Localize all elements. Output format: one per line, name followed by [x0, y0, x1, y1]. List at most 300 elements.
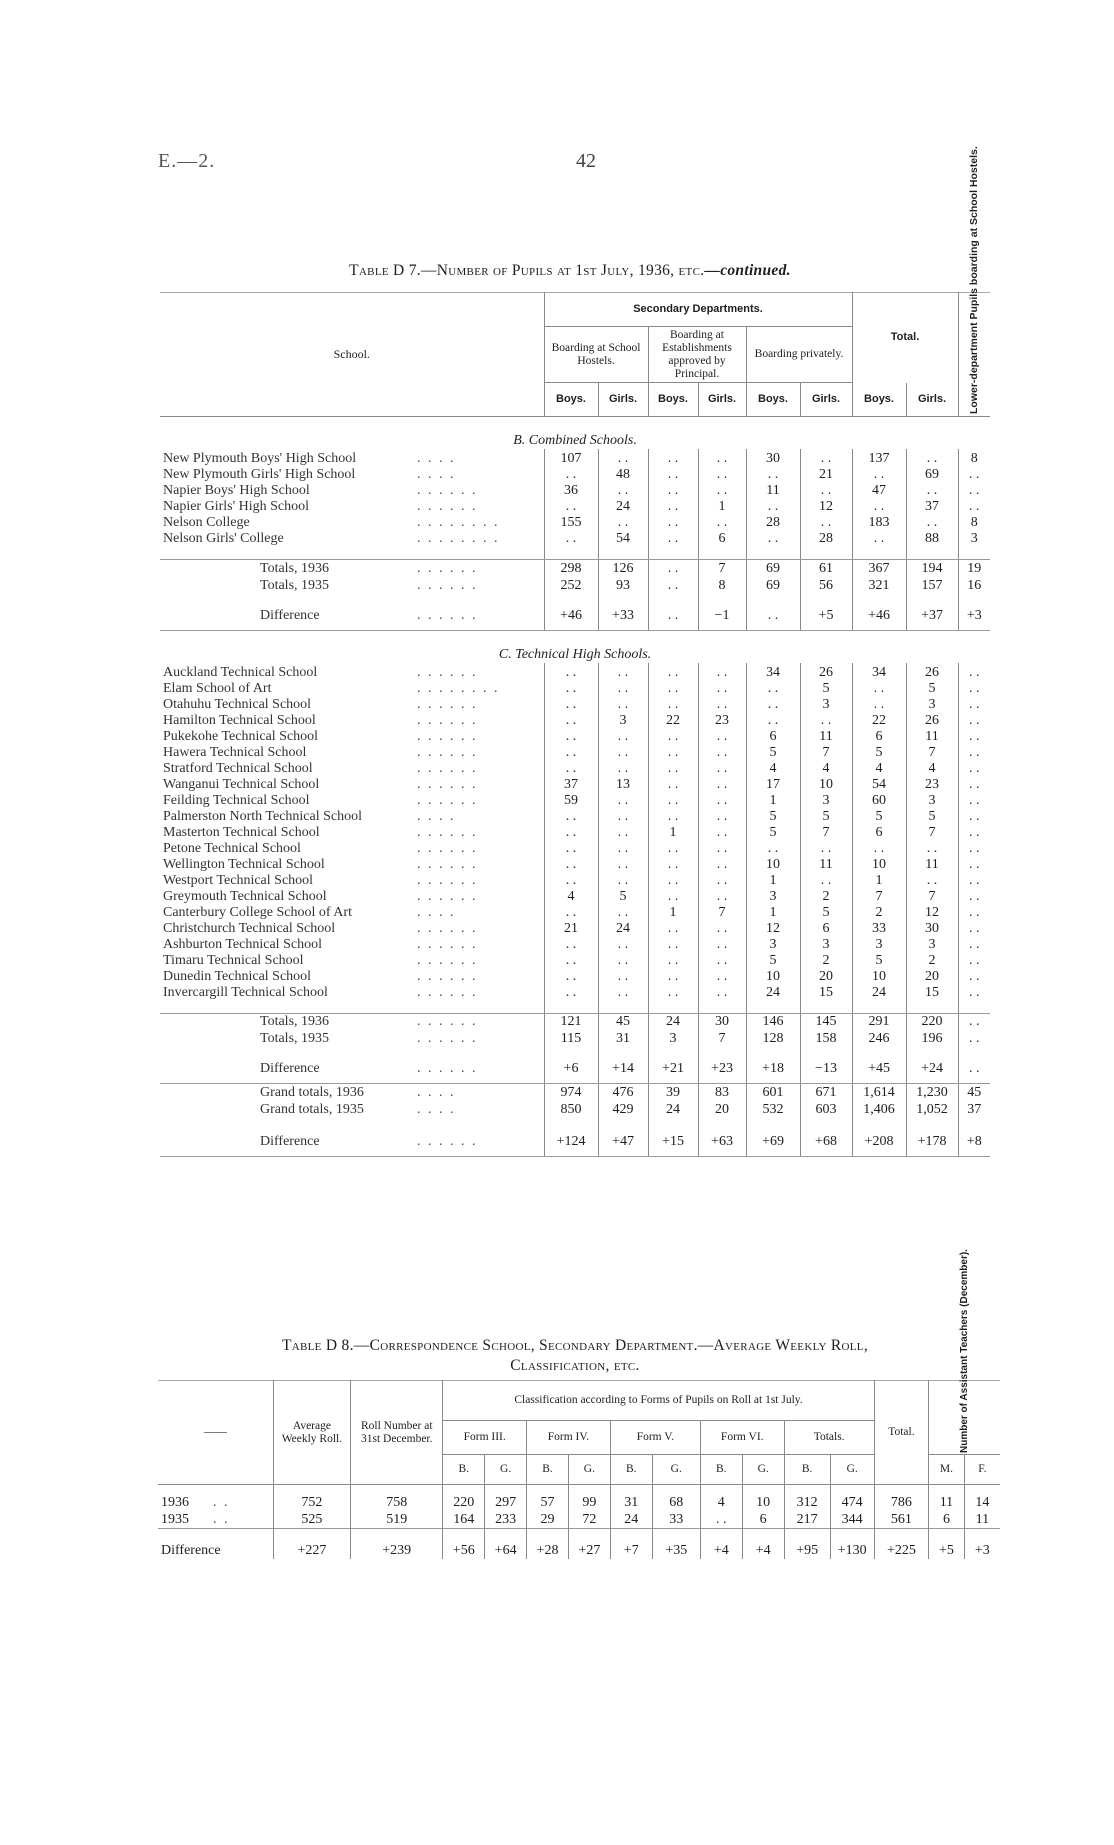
value-cell: . . — [544, 663, 598, 681]
value-cell: . . — [698, 729, 746, 745]
school-name: New Plymouth Girls' High School — [163, 467, 356, 482]
value-cell: 26 — [906, 713, 958, 729]
value-cell: . . — [598, 515, 648, 531]
leader-dots: . . . . . . — [417, 936, 478, 952]
value-cell: 6 — [746, 729, 800, 745]
table-row — [158, 1511, 1000, 1529]
value-cell: 31 — [598, 1030, 648, 1047]
value-cell: . . — [958, 969, 990, 985]
value-cell: 1,406 — [852, 1101, 906, 1118]
value-cell: +3 — [964, 1529, 1000, 1559]
year-label: 1935 . . — [161, 1512, 230, 1527]
value-cell: 5 — [906, 681, 958, 697]
value-cell: 5 — [598, 889, 648, 905]
header-b: B. — [610, 1455, 652, 1485]
header-boys: Boys. — [648, 383, 698, 417]
value-cell: 164 — [443, 1511, 485, 1529]
value-cell: . . — [958, 777, 990, 793]
leader-dots: . . . . . . — [417, 499, 478, 514]
table-row — [160, 483, 990, 499]
value-cell: 37 — [906, 499, 958, 515]
value-cell: 246 — [852, 1030, 906, 1047]
school-name: Wellington Technical School — [163, 856, 325, 872]
value-cell: 88 — [906, 531, 958, 547]
leader-dots: . . . . . . — [417, 952, 478, 968]
table-row — [160, 467, 990, 483]
grand-difference-row — [160, 1130, 990, 1150]
value-cell: . . — [598, 449, 648, 467]
value-cell: . . — [958, 499, 990, 515]
value-cell: . . — [958, 857, 990, 873]
school-name: Napier Girls' High School — [163, 499, 310, 514]
table-row — [160, 663, 990, 681]
value-cell: . . — [648, 793, 698, 809]
leader-dots: . . . . . . — [417, 792, 478, 808]
totals-row — [160, 1013, 990, 1030]
value-cell: 10 — [800, 777, 852, 793]
value-cell: +35 — [652, 1529, 700, 1559]
value-cell: . . — [698, 761, 746, 777]
school-name: Westport Technical School — [163, 872, 314, 888]
table-row — [160, 729, 990, 745]
value-cell: . . — [746, 604, 800, 624]
value-cell: . . — [698, 745, 746, 761]
value-cell: +46 — [544, 604, 598, 624]
totals-row — [160, 1030, 990, 1047]
value-cell: . . — [958, 1013, 990, 1030]
value-cell: 115 — [544, 1030, 598, 1047]
value-cell: 34 — [852, 663, 906, 681]
value-cell: 30 — [746, 449, 800, 467]
leader-dots: . . . . . . — [417, 483, 478, 498]
value-cell: . . — [958, 793, 990, 809]
value-cell: 5 — [800, 905, 852, 921]
value-cell: 126 — [598, 560, 648, 577]
school-name: Dunedin Technical School — [163, 968, 312, 984]
value-cell: . . — [698, 777, 746, 793]
table-row — [160, 745, 990, 761]
value-cell: . . — [698, 953, 746, 969]
value-cell: . . — [698, 681, 746, 697]
header-g: G. — [568, 1455, 610, 1485]
value-cell: 20 — [698, 1101, 746, 1118]
value-cell: 158 — [800, 1030, 852, 1047]
value-cell: −13 — [800, 1057, 852, 1077]
value-cell: . . — [648, 604, 698, 624]
value-cell: 1,614 — [852, 1084, 906, 1101]
table-d8-title — [150, 1336, 1000, 1376]
spacer-row — [160, 1150, 990, 1157]
header-lower-department: Lower-department Pupils boarding at School Hostels. — [968, 145, 981, 414]
value-cell: 11 — [929, 1485, 965, 1511]
value-cell: 5 — [746, 953, 800, 969]
value-cell: 532 — [746, 1101, 800, 1118]
value-cell: 6 — [852, 729, 906, 745]
leader-dots: . . . . — [417, 1084, 456, 1100]
leader-dots: . . . . . . — [417, 1014, 478, 1029]
value-cell: +124 — [544, 1130, 598, 1150]
value-cell: . . — [544, 467, 598, 483]
value-cell: . . — [852, 841, 906, 857]
value-cell: 157 — [906, 577, 958, 594]
value-cell: 4 — [544, 889, 598, 905]
value-cell: 11 — [906, 857, 958, 873]
school-name: Hawera Technical School — [163, 744, 307, 760]
value-cell: 68 — [652, 1485, 700, 1511]
value-cell: . . — [648, 729, 698, 745]
value-cell: . . — [958, 905, 990, 921]
value-cell: +4 — [700, 1529, 742, 1559]
school-name: Stratford Technical School — [163, 760, 313, 776]
value-cell: . . — [648, 937, 698, 953]
value-cell: . . — [598, 857, 648, 873]
value-cell: . . — [544, 531, 598, 547]
value-cell: 22 — [648, 713, 698, 729]
value-cell: 344 — [830, 1511, 874, 1529]
value-cell: 786 — [874, 1485, 928, 1511]
leader-dots: . . . . . . — [417, 776, 478, 792]
value-cell: 47 — [852, 483, 906, 499]
value-cell: 196 — [906, 1030, 958, 1047]
table-row — [160, 937, 990, 953]
value-cell: 561 — [874, 1511, 928, 1529]
value-cell: 11 — [746, 483, 800, 499]
header-boarding-establishments: Boarding at Establishments approved by Principal. — [648, 327, 746, 383]
value-cell: . . — [958, 663, 990, 681]
value-cell: 7 — [906, 745, 958, 761]
value-cell: 8 — [698, 577, 746, 594]
value-cell: 121 — [544, 1013, 598, 1030]
value-cell: . . — [698, 809, 746, 825]
header-girls: Girls. — [698, 383, 746, 417]
value-cell: 59 — [544, 793, 598, 809]
value-cell: . . — [598, 761, 648, 777]
value-cell: 321 — [852, 577, 906, 594]
table-d7-title-caps: Number of Pupils at 1st July, 1936, etc. — [436, 262, 705, 279]
page-number: 42 — [576, 150, 596, 172]
leader-dots: . . . . . . — [417, 1061, 478, 1076]
value-cell: . . — [958, 841, 990, 857]
value-cell: +45 — [852, 1057, 906, 1077]
value-cell: . . — [648, 577, 698, 594]
value-cell: . . — [958, 729, 990, 745]
value-cell: . . — [698, 841, 746, 857]
value-cell: 107 — [544, 449, 598, 467]
header-g: G. — [830, 1455, 874, 1485]
header-secondary-departments: Secondary Departments. — [544, 293, 852, 327]
table-row — [160, 905, 990, 921]
table-row — [160, 697, 990, 713]
value-cell: 758 — [351, 1485, 443, 1511]
value-cell: 23 — [698, 713, 746, 729]
section-heading: C. Technical High Schools. — [498, 646, 652, 662]
value-cell: 24 — [746, 985, 800, 1001]
value-cell: . . — [906, 483, 958, 499]
value-cell: 7 — [698, 560, 746, 577]
value-cell: 128 — [746, 1030, 800, 1047]
value-cell: 45 — [598, 1013, 648, 1030]
table-row — [160, 713, 990, 729]
value-cell: +23 — [698, 1057, 746, 1077]
header-g: G. — [485, 1455, 527, 1485]
table-row — [160, 985, 990, 1001]
school-name: Canterbury College School of Art — [163, 904, 352, 920]
value-cell: 6 — [929, 1511, 965, 1529]
value-cell: 252 — [544, 577, 598, 594]
value-cell: 36 — [544, 483, 598, 499]
section-heading-row — [160, 630, 990, 663]
value-cell: . . — [800, 449, 852, 467]
school-name: Greymouth Technical School — [163, 888, 327, 904]
value-cell: . . — [544, 681, 598, 697]
header-boarding-hostels: Boarding at School Hostels. — [544, 327, 648, 383]
value-cell: 5 — [906, 809, 958, 825]
school-name: Elam School of Art — [163, 680, 272, 696]
leader-dots: . . . . . . — [417, 856, 478, 872]
value-cell: . . — [598, 825, 648, 841]
value-cell: . . — [544, 985, 598, 1001]
value-cell: . . — [800, 515, 852, 531]
value-cell: . . — [958, 745, 990, 761]
leader-dots: . . . . . . . . — [417, 531, 500, 546]
value-cell: 3 — [598, 713, 648, 729]
value-cell: . . — [648, 809, 698, 825]
value-cell: 26 — [800, 663, 852, 681]
value-cell: 11 — [906, 729, 958, 745]
school-name: Ashburton Technical School — [163, 936, 322, 952]
value-cell: +4 — [742, 1529, 784, 1559]
value-cell: 8 — [958, 515, 990, 531]
leader-dots: . . . . . . — [417, 712, 478, 728]
school-name: Napier Boys' High School — [163, 483, 310, 498]
value-cell: +227 — [273, 1529, 350, 1559]
leader-dots: . . . . — [417, 467, 456, 482]
table-row — [158, 1485, 1000, 1511]
value-cell: . . — [698, 921, 746, 937]
value-cell: +6 — [544, 1057, 598, 1077]
value-cell: . . — [648, 985, 698, 1001]
value-cell: 3 — [800, 793, 852, 809]
value-cell: 603 — [800, 1101, 852, 1118]
header-boarding-privately: Boarding privately. — [746, 327, 852, 383]
school-name: Grand totals, 1936 — [260, 1084, 364, 1100]
table-row — [160, 841, 990, 857]
value-cell: 525 — [273, 1511, 350, 1529]
value-cell: 5 — [800, 809, 852, 825]
value-cell: 10 — [746, 969, 800, 985]
table-row — [160, 953, 990, 969]
value-cell: 312 — [784, 1485, 830, 1511]
table-row — [160, 531, 990, 547]
leader-dots: . . . . . . — [417, 840, 478, 856]
value-cell: . . — [598, 681, 648, 697]
value-cell: 17 — [746, 777, 800, 793]
value-cell: 3 — [906, 697, 958, 713]
value-cell: 474 — [830, 1485, 874, 1511]
header-boys: Boys. — [852, 383, 906, 417]
value-cell: 54 — [598, 531, 648, 547]
header-form-vi: Form VI. — [700, 1421, 784, 1455]
table-row — [160, 499, 990, 515]
table-row — [160, 449, 990, 467]
value-cell: 974 — [544, 1084, 598, 1101]
header-boys: Boys. — [746, 383, 800, 417]
value-cell: 3 — [800, 697, 852, 713]
header-blank: —— — [203, 1426, 227, 1438]
value-cell: . . — [958, 809, 990, 825]
value-cell: 3 — [746, 889, 800, 905]
header-m: M. — [929, 1455, 965, 1485]
value-cell: . . — [648, 857, 698, 873]
value-cell: +7 — [610, 1529, 652, 1559]
value-cell: +63 — [698, 1130, 746, 1150]
value-cell: 8 — [958, 449, 990, 467]
value-cell: 7 — [800, 825, 852, 841]
value-cell: 519 — [351, 1511, 443, 1529]
value-cell: . . — [958, 713, 990, 729]
value-cell: +5 — [929, 1529, 965, 1559]
value-cell: 12 — [800, 499, 852, 515]
value-cell: 16 — [958, 577, 990, 594]
value-cell: 28 — [746, 515, 800, 531]
value-cell: . . — [852, 697, 906, 713]
grand-totals-row — [160, 1101, 990, 1118]
value-cell: 6 — [800, 921, 852, 937]
value-cell: 671 — [800, 1084, 852, 1101]
table-row — [160, 921, 990, 937]
value-cell: +5 — [800, 604, 852, 624]
value-cell: . . — [906, 449, 958, 467]
value-cell: . . — [648, 761, 698, 777]
value-cell: . . — [698, 873, 746, 889]
value-cell: . . — [958, 937, 990, 953]
value-cell: . . — [746, 681, 800, 697]
leader-dots: . . . . . . — [417, 577, 478, 593]
value-cell: 233 — [485, 1511, 527, 1529]
totals-row — [160, 560, 990, 577]
value-cell: 22 — [852, 713, 906, 729]
value-cell: +239 — [351, 1529, 443, 1559]
leader-dots: . . — [213, 1512, 230, 1527]
value-cell: . . — [598, 483, 648, 499]
value-cell: 56 — [800, 577, 852, 594]
section-heading: B. Combined Schools. — [513, 433, 637, 448]
value-cell: +33 — [598, 604, 648, 624]
value-cell: +27 — [568, 1529, 610, 1559]
value-cell: . . — [648, 921, 698, 937]
value-cell: . . — [698, 697, 746, 713]
value-cell: 30 — [698, 1013, 746, 1030]
value-cell: . . — [648, 663, 698, 681]
value-cell: 4 — [852, 761, 906, 777]
value-cell: . . — [958, 467, 990, 483]
value-cell: 5 — [852, 745, 906, 761]
value-cell: +3 — [958, 604, 990, 624]
header-f: F. — [964, 1455, 1000, 1485]
table-row — [160, 889, 990, 905]
header-girls: Girls. — [906, 383, 958, 417]
header-form-v: Form V. — [610, 1421, 700, 1455]
value-cell: . . — [852, 467, 906, 483]
value-cell: 3 — [746, 937, 800, 953]
school-name: Masterton Technical School — [163, 824, 320, 840]
value-cell: . . — [544, 713, 598, 729]
value-cell: 1 — [746, 793, 800, 809]
year-label: 1936 . . — [161, 1494, 230, 1510]
spacer-row — [160, 1047, 990, 1057]
value-cell: 34 — [746, 663, 800, 681]
leader-dots: . . . . — [417, 1101, 456, 1117]
value-cell: . . — [544, 809, 598, 825]
value-cell: 20 — [906, 969, 958, 985]
value-cell: 24 — [648, 1013, 698, 1030]
value-cell: +64 — [485, 1529, 527, 1559]
value-cell: 1,052 — [906, 1101, 958, 1118]
value-cell: . . — [598, 841, 648, 857]
value-cell: 298 — [544, 560, 598, 577]
header-b: B. — [784, 1455, 830, 1485]
value-cell: . . — [544, 745, 598, 761]
section-heading-row — [160, 417, 990, 450]
value-cell: 26 — [906, 663, 958, 681]
value-cell: . . — [598, 937, 648, 953]
value-cell: . . — [852, 499, 906, 515]
value-cell: 217 — [784, 1511, 830, 1529]
school-name: Pukekohe Technical School — [163, 728, 319, 744]
value-cell: 30 — [906, 921, 958, 937]
value-cell: . . — [958, 985, 990, 1001]
value-cell: 367 — [852, 560, 906, 577]
table-row — [160, 793, 990, 809]
totals-row — [160, 577, 990, 594]
school-name: Totals, 1936 — [260, 560, 330, 576]
school-name: Hamilton Technical School — [163, 712, 316, 728]
value-cell: +47 — [598, 1130, 648, 1150]
leader-dots: . . . . . . — [417, 560, 478, 576]
value-cell: 7 — [698, 905, 746, 921]
leader-dots: . . . . . . — [417, 696, 478, 712]
leader-dots: . . . . . . — [417, 920, 478, 936]
value-cell: +21 — [648, 1057, 698, 1077]
value-cell: . . — [598, 745, 648, 761]
header-assistant-teachers: Number of Assistant Teachers (December). — [959, 1248, 971, 1453]
difference-row — [160, 604, 990, 624]
value-cell: 4 — [800, 761, 852, 777]
value-cell: . . — [598, 873, 648, 889]
school-name: Totals, 1935 — [260, 577, 330, 593]
school-name: Grand totals, 1935 — [260, 1101, 364, 1117]
value-cell: +69 — [746, 1130, 800, 1150]
value-cell: 297 — [485, 1485, 527, 1511]
table-d7-title-suffix: —continued. — [704, 262, 791, 279]
header-school: School. — [333, 347, 370, 361]
value-cell: 11 — [800, 857, 852, 873]
value-cell: 11 — [800, 729, 852, 745]
header-boys: Boys. — [544, 383, 598, 417]
value-cell: 1 — [648, 825, 698, 841]
table-d8-title-line2: Classification, etc. — [510, 1357, 640, 1374]
value-cell: +68 — [800, 1130, 852, 1150]
value-cell: 220 — [906, 1013, 958, 1030]
value-cell: . . — [648, 499, 698, 515]
value-cell: 10 — [852, 857, 906, 873]
value-cell: . . — [648, 681, 698, 697]
value-cell: 155 — [544, 515, 598, 531]
value-cell: 7 — [906, 889, 958, 905]
value-cell: . . — [800, 873, 852, 889]
value-cell: . . — [648, 483, 698, 499]
value-cell: +24 — [906, 1057, 958, 1077]
